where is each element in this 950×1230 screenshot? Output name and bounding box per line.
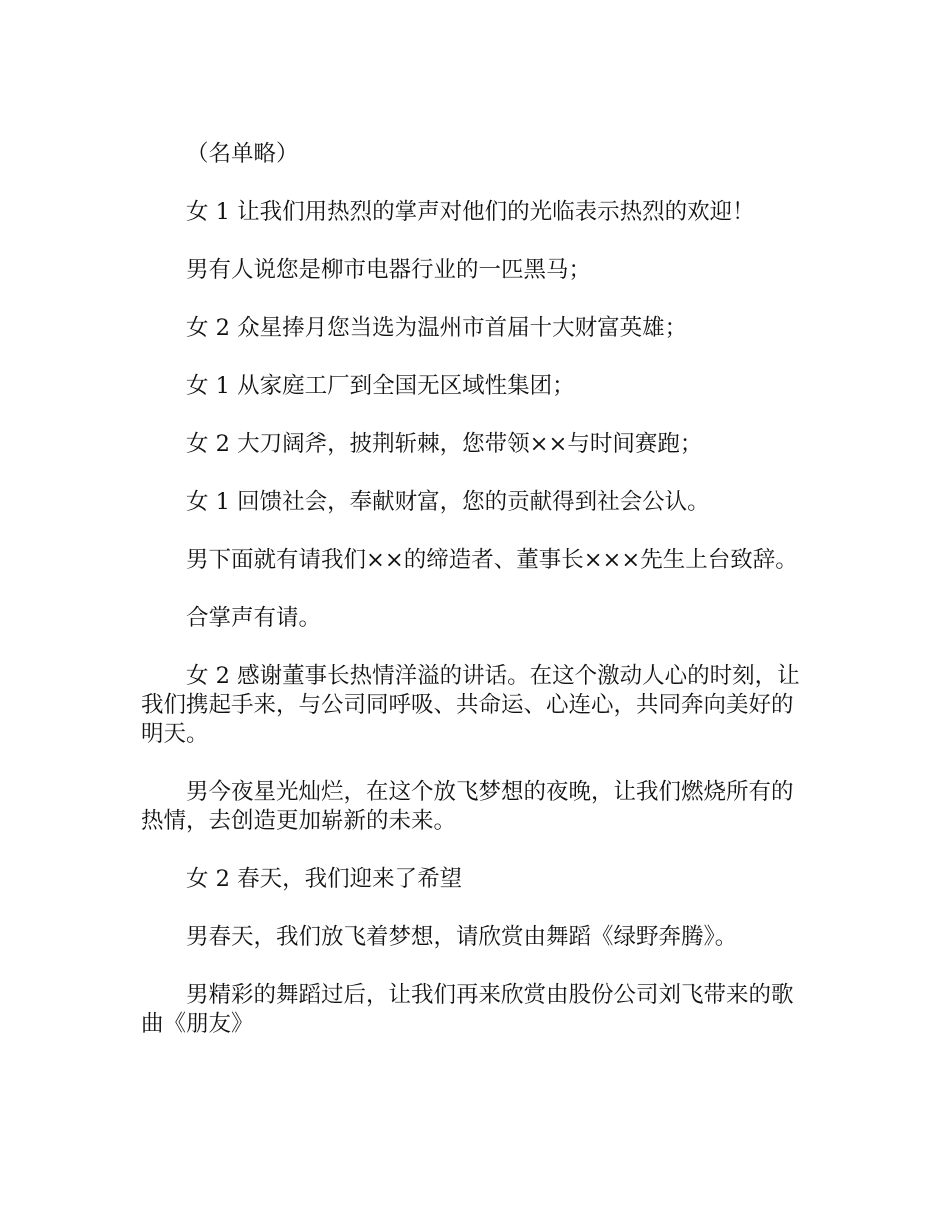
paragraph-list-omitted: （名单略） (186, 141, 299, 167)
paragraph-wealth-hero: 女 2 众星捧月您当选为温州市首届十大财富英雄； (186, 315, 688, 341)
paragraph-dance-intro: 男春天，我们放飞着梦想，请欣赏由舞蹈《绿野奔腾》。 (186, 924, 738, 950)
paragraph-starry-night: 男今夜星光灿烂，在这个放飞梦想的夜晚，让我们燃烧所有的热情，去创造更加崭新的未来。 (141, 779, 794, 834)
paragraph-chairman-invite: 男下面就有请我们××的缔造者、董事长×××先生上台致辞。 (186, 547, 798, 573)
paragraph-applause: 合掌声有请。 (186, 605, 322, 631)
paragraph-racing-time: 女 2 大刀阔斧，披荆斩棘，您带领××与时间赛跑； (186, 431, 703, 457)
paragraph-giving-back: 女 1 回馈社会，奉献财富，您的贡献得到社会公认。 (186, 489, 710, 515)
document-body (141, 140, 813, 1068)
paragraph-thanks-chairman: 女 2 感谢董事长热情洋溢的讲话。在这个激动人心的时刻，让我们携起手来，与公司同呼吸、共命运、心连心，共同奔向美好的明天。 (141, 663, 800, 747)
paragraph-spring-hope: 女 2 春天，我们迎来了希望 (186, 866, 463, 892)
paragraph-welcome: 女 1 让我们用热烈的掌声对他们的光临表示热烈的欢迎！ (186, 199, 755, 225)
paragraph-family-factory: 女 1 从家庭工厂到全国无区域性集团； (186, 373, 575, 399)
paragraph-dark-horse: 男有人说您是柳市电器行业的一匹黑马； (186, 257, 592, 283)
paragraph-song-intro: 男精彩的舞蹈过后，让我们再来欣赏由股份公司刘飞带来的歌曲《朋友》 (141, 982, 794, 1037)
